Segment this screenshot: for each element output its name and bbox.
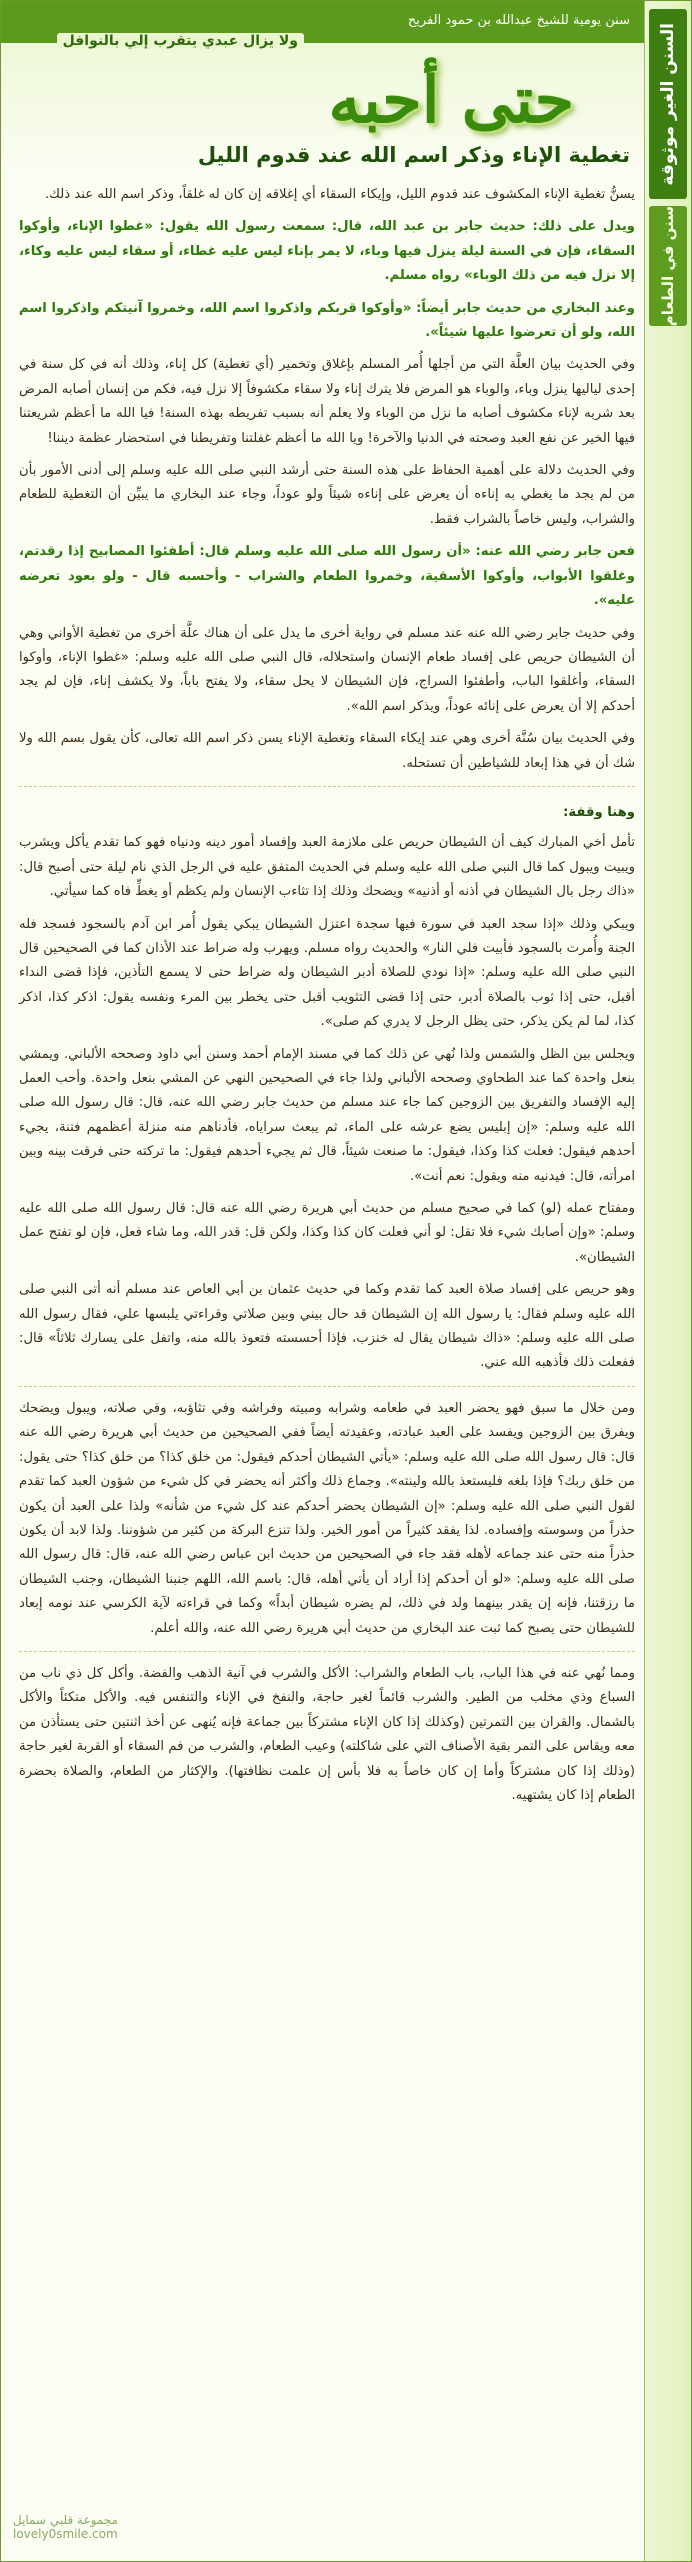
watermark-line-2: lovely0smile.com [13,2527,118,2541]
paragraph: يسنُّ تغطية الإناء المكشوف عند قدوم الليل، وإيكاء السقاء أي إغلاقه إن كان له غلقاً، وذكر اسم الله عند ذلك. [44,187,635,202]
section-heading: وهنا وقفة: [563,804,635,820]
side-label-block[interactable] [649,9,687,199]
paragraph: ويجلس بين الظل والشمس ولذا نُهي عن ذلك كما في مسند الإمام أحمد وسنن أبي داود وصححه الألباني. ويمشي بنعل واحدة كما عند الطحاوي وصححه الألباني ولذا جاء في الصحيحين النهي عن المشي بنعل واحدة. وأحب العمل إليه الإفساد والتفريق بين الزوجين كما جاء عند مسلم من حديث جابر رضي الله عنه، قال: قال رسول الله صلى الله عليه وسلم: «إن إبليس يضع عرشه على الماء، ثم يبعث سراياه، فأدناهم منه منزلة أعظمهم فتنة، يجيء أحدهم فيقول: فعلت كذا وكذا، فيقول: ما صنعت شيئاً، قال ثم يجيء أحدهم فيقول: ما تركته حتى فرقت بينه وبين امرأته، قال: فيدنيه منه ويقول: نعم أنت». [19,1046,635,1184]
paragraph: وفي الحديث دلالة على أهمية الحفاظ على هذه السنة حتى أرشد النبي صلى الله عليه وسلم إلى أدنى الأمور بأن من لم يجد ما يغطي به إناءه أن يعرض على إناءه شيئاً ولو عوداً، وجاء عند البخاري ما يبيِّن أن التغطية للطعام والشراب، وليس خاصاً بالشراب فقط. [19,463,635,527]
hadith-paragraph: وعند البخاري من حديث جابر أيضاً: «وأوكوا قربكم واذكروا اسم الله، وخمروا آنيتكم واذكروا اسم الله، ولو أن تعرضوا عليها شيئاً». [19,300,635,341]
hadith-paragraph: ويدل على ذلك: حديث جابر بن عبد الله، قال: سمعت رسول الله يقول: «غطوا الإناء، وأوكوا السقاء، فإن في السنة ليلة ينزل فيها وباء، لا يمر بإناء ليس عليه غطاء، أو سقاء ليس عليه وكاء، إلا نزل فيه من ذلك الوباء» رواه مسلم. [19,219,635,284]
hadith-paragraph: فعن جابر رضي الله عنه: «أن رسول الله صلى الله عليه وسلم قال: أطفئوا المصابيح إذا رقدتم، وغلقوا الأبواب، وأوكوا الأسقية، وخمروا الطعام والشراب - وأحسبه قال - ولو بعود تعرضه عليه». [19,544,635,609]
divider [19,1386,635,1387]
paragraph: وفي حديث جابر رضي الله عنه عند مسلم في رواية أخرى ما يدل على أن هناك علَّة أخرى من تغطية الأواني وهي أن الشيطان حريص على إفساد طعام الإنسان واستحلاله، قال النبي صلى الله عليه وسلم: «غطوا الإناء، وأوكوا السقاء، وأغلقوا الباب، وأطفئوا السراج، فإن الشيطان لا يحل سقاء، ولا يفتح باباً، ولا يكشف إناء، فإن لم يجد أحدكم إلا أن يعرض على إنائه عوداً، ويذكر اسم الله». [19,625,635,714]
article-body [19,183,635,1816]
paragraph: ويبكي وذلك «إذا سجد العبد في سورة فيها سجدة اعتزل الشيطان يبكي يقول أُمر ابن آدم بالسجود فسجد فله الجنة وأُمرت بالسجود فأبيت فلي النار» والحديث رواه مسلم. ويهرب وله ضراط عند الأذان كما في الصحيحين قال النبي صلى الله عليه وسلم: «إذا نودي للصلاة أدبر الشيطان وله ضراط حتى لا يسمع التأذين، فإذا قضى النداء أقبل، حتى إذا ثوب بالصلاة أدبر، حتى إذا قضى التثويب أقبل حتى يخطر بين المرء ونفسه يقول: اذكر كذا، اذكر كذا، لما لم يكن يذكر، حتى يظل الرجل لا يدري كم صلى». [19,916,635,1030]
header-tagline: ولا يزال عبدي يتقرب إلي بالنوافل [57,33,304,49]
site-watermark [13,2513,118,2541]
side-label-2: سنن في الطعام [659,205,677,327]
divider [19,1651,635,1652]
side-band [644,1,691,2561]
page-title: تغطية الإناء وذكر اسم الله عند قدوم الليل [197,143,630,167]
watermark-line-1: مجموعة قلبي سمايل [13,2513,118,2527]
paragraph: وفي الحديث بيان سُنَّة أخرى وهي عند إيكاء السقاء وتغطية الإناء يسن ذكر اسم الله تعالى، كأن يقول بسم الله ولا شك أن في هذا إبعاد للشياطين أن تستحله. [19,731,635,771]
side-section-block[interactable] [649,206,687,326]
side-label-1: السنن الغير موثوقة [658,22,678,186]
header-subtitle: سنن يومية للشيخ عبدالله بن حمود الفريح [407,13,630,28]
paragraph: وهو حريص على إفساد صلاة العبد كما تقدم وكما في حديث عثمان بن أبي العاص عند مسلم أنه أتى النبي صلى الله عليه وسلم فقال: يا رسول الله إن الشيطان قد حال بيني وبين صلاتي وقراءتي يلبسها علي، فقال رسول الله صلى الله عليه وسلم: «ذاك شيطان يقال له خنزب، فإذا أحسسته فتعوذ بالله منه، واتفل على يسارك ثلاثاً» قال: ففعلت ذلك فأذهبه الله عني. [19,1282,635,1371]
paragraph: ومن خلال ما سبق فهو يحضر العبد في طعامه وشرابه ومبيته وفراشه وفي تثاؤبه، وفي صلاته، ويبول ويضحك ويفرق بين الزوجين ويفسد على العبد عبادته، وعقيدته أيضاً ففي الصحيحين من حديث أبي هريرة رضي الله عنه قال: قال رسول الله صلى الله عليه وسلم: «يأتي الشيطان أحدكم فيقول: من خلق كذا؟ من خلق كذا؟ حتى يقول: من خلق ربك؟ فإذا بلغه فليستعذ بالله ولينته». وجماع ذلك وأكثر أنه يحضر في كل شيء من شؤون العبد كما تقدم لقول النبي صلى الله عليه وسلم: «إن الشيطان يحضر أحدكم عند كل شيء من شأنه» ولذا على العبد أن يكون حذراً من وسوسته وإفساده. لذا يفقد كثيراً من أمور الخير. ولذا تنزع البركة من كثير من شؤوننا. ولذا لابد أن يكون حذراً منه حتى عند جماعه لأهله فقد جاء في الصحيحين من حديث ابن عباس رضي الله عنه، قال: قال رسول الله صلى الله عليه وسلم: «لو أن أحدكم إذا أراد أن يأتي أهله، قال: باسم الله، اللهم جنبنا الشيطان، وجنب الشيطان ما رزقتنا، فإنه إن يقدر بينهما ولد في ذلك، لم يضره شيطان أبداً» وكما في قراءته لآية الكرسي عند نومه إبعاد للشيطان حتى يصبح كما ثبت عند البخاري من حديث أبي هريرة رضي الله عنه، والله أعلم. [19,1400,635,1636]
divider [19,786,635,787]
paragraph: تأمل أخي المبارك كيف أن الشيطان حريص على ملازمة العبد وإفساد أمور دينه ودنياه فهو كما تقدم يأكل ويشرب ويبيت ويبول كما قال النبي صلى الله عليه وسلم في الحديث المتفق عليه في الرجل الذي نام ليلة حتى أصبح قال: «ذاك رجل بال الشيطان في أذنه أو أذنيه» ويضحك وذلك إذا تثاءب الإنسان ولم يكظم أو يغطِّ فاه كما سيأتي. [19,835,635,900]
paragraph: ومفتاح عمله (لو) كما في صحيح مسلم من حديث أبي هريرة رضي الله عنه قال: قال رسول الله صلى الله عليه وسلم: «وإن أصابك شيء فلا تقل: لو أني فعلت كان كذا وكذا، ولكن قل: قدر الله، وما شاء فعل، فإن لو تفتح عمل الشيطان». [19,1201,635,1265]
logo: حتى أحبه [328,63,574,138]
header [1,1,644,176]
paragraph: ومما نُهي عنه في هذا الباب، باب الطعام والشراب: الأكل والشرب في آنية الذهب والفضة. وأكل كل ذي ناب من السباع وذي مخلب من الطير. والشرب قائماً لغير حاجة، والنفخ في الإناء والتنفس فيه. والأكل متكئاً والأكل بالشمال. والقران بين التمرتين (وكذلك إذا كان الإناء مشتركاً بين جماعة فإنه يُنهى عن أخذ اثنتين حتى يستأذن من معه ويقاس على التمر بقية الأصناف التي على شاكلته) وعيب الطعام، والشرب من فم السقاء أو القربة لغير حاجة (وذلك إذا كان مشتركاً وأما إن كان خاصاً به فلا بأس إن علمت نظافتها). والإكثار من الطعام، والصلاة بحضرة الطعام إذا كان يشتهيه. [19,1665,635,1803]
paragraph: وفي الحديث بيان العلَّة التي من أجلها أُمر المسلم بإغلاق وتخمير (أي تغطية) كل إناء، وذلك أنه في كل سنة في إحدى لياليها ينزل وباء، والوباء هو المرض فلا يترك إناء ولا سقاء مكشوفاً إلا نزل فيه، فكم من إنسان أصابه المرض بعد شربه لإناء مكشوف أصابه ما نزل من الوباء ولا يعلم أنه بسبب تفريطه بهذه السنة! فيا الله ما أعظم شريعتنا فيها الخير عن نفع العبد وصحته في الدنيا والآخرة! ويا الله ما أعظم غفلتنا وتفريطنا في استحضار عظمة ديننا! [19,357,635,446]
